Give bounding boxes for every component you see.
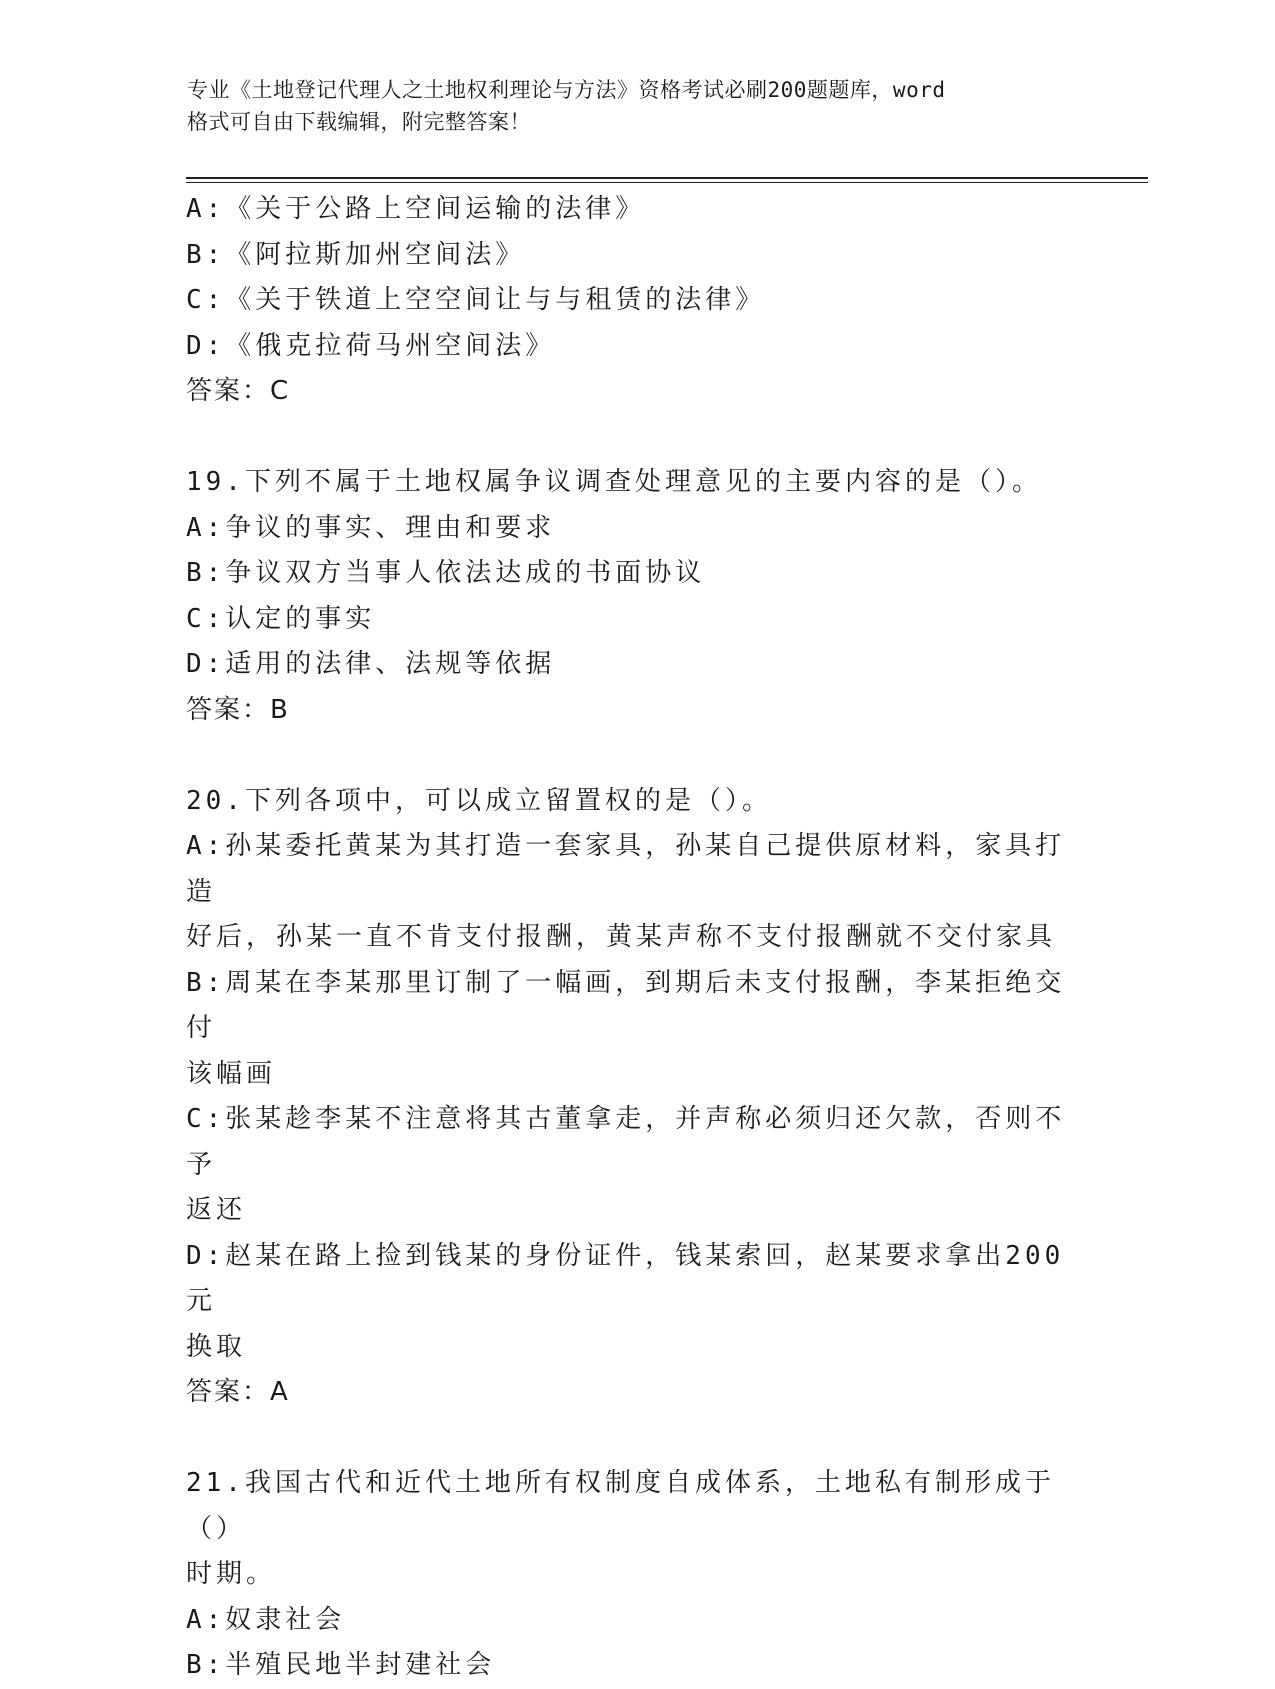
header-line-2: 格式可自由下载编辑，附完整答案！ (187, 110, 531, 134)
option-d: D:适用的法律、法规等依据 (186, 649, 556, 679)
question-18 (186, 187, 1086, 415)
option-a: A:争议的事实、理由和要求 (186, 512, 556, 543)
answer-line: 答案：B (186, 694, 290, 725)
option-d-line-2: 换取 (186, 1331, 247, 1362)
spacer (186, 415, 1086, 461)
question-21 (186, 1461, 1086, 1689)
option-b: B:半殖民地半封建社会 (186, 1650, 496, 1680)
option-a-line-1: A:孙某委托黄某为其打造一套家具，孙某自己提供原材料，家具打造 (186, 831, 1066, 907)
question-19 (186, 460, 1086, 733)
question-stem: 19.下列不属于土地权属争议调查处理意见的主要内容的是（）。 (186, 467, 1042, 497)
document-header (187, 74, 1077, 138)
option-c-line-1: C:张某趁李某不注意将其古董拿走，并声称必须归还欠款，否则不予 (186, 1104, 1066, 1180)
option-c-line-2: 返还 (186, 1195, 247, 1225)
option-b-line-1: B:周某在李某那里订制了一幅画，到期后未支付报酬，李某拒绝交付 (186, 967, 1066, 1043)
option-a: A:奴隶社会 (186, 1604, 346, 1635)
question-stem: 20.下列各项中，可以成立留置权的是（）。 (186, 785, 772, 816)
option-c: C:认定的事实 (186, 603, 376, 634)
header-line-1: 专业《土地登记代理人之土地权利理论与方法》资格考试必刷200题题库，word (187, 78, 946, 102)
question-stem-line-2: 时期。 (186, 1559, 277, 1589)
option-d: D:《俄克拉荷马州空间法》 (186, 330, 556, 361)
question-stem-line-1: 21.我国古代和近代土地所有权制度自成体系，土地私有制形成于（） (186, 1468, 1055, 1544)
option-c: C:《关于铁道上空空间让与与租赁的法律》 (186, 285, 766, 315)
question-20 (186, 779, 1086, 1416)
option-b-line-2: 该幅画 (186, 1058, 277, 1089)
question-list (186, 187, 1086, 1689)
option-a-line-2: 好后，孙某一直不肯支付报酬，黄某声称不支付报酬就不交付家具 (186, 922, 1057, 952)
header-divider (186, 177, 1148, 183)
answer-line: 答案：C (186, 376, 291, 406)
option-d-line-1: D:赵某在路上捡到钱某的身份证件，钱某索回，赵某要求拿出200元 (186, 1240, 1065, 1316)
option-a: A:《关于公路上空间运输的法律》 (186, 194, 646, 224)
option-b: B:《阿拉斯加州空间法》 (186, 239, 526, 270)
option-b: B:争议双方当事人依法达成的书面协议 (186, 558, 706, 588)
spacer (186, 733, 1086, 779)
answer-line: 答案：A (186, 1377, 290, 1407)
spacer (186, 1416, 1086, 1462)
